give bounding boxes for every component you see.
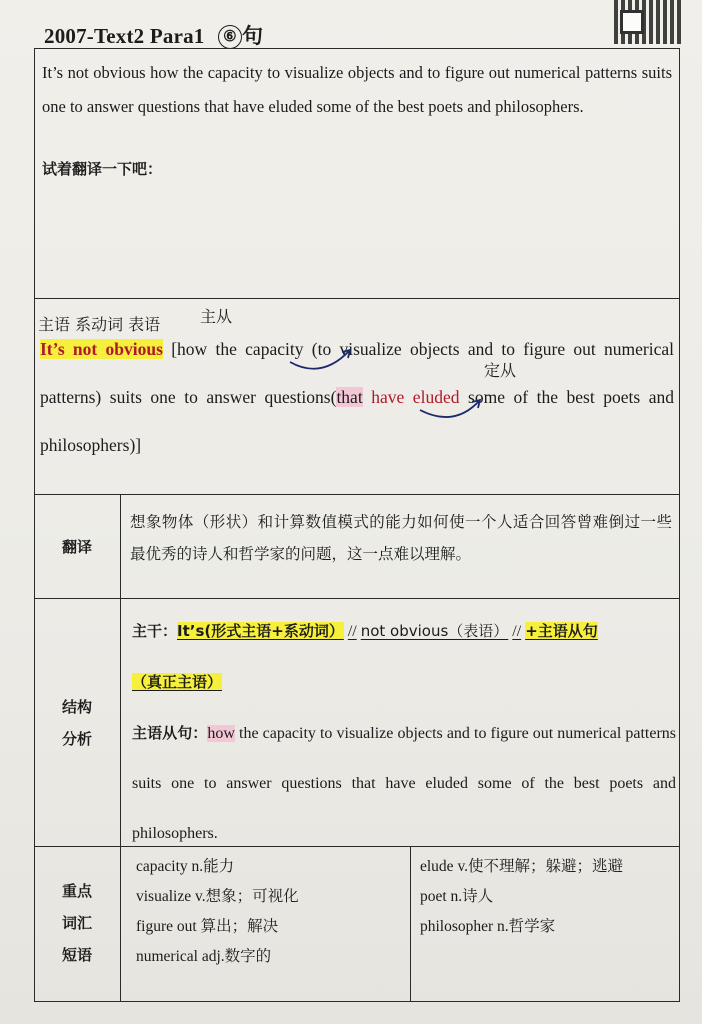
clause-verb: have eluded [371,387,460,407]
attr-clause-tag: 定从 [484,361,517,380]
vocab-label-3: 短语 [61,946,92,964]
vocab-item: visualize v.想象；可视化 [136,888,299,905]
main-label: 主干： [132,622,178,640]
vocab-item: numerical adj.数字的 [136,948,272,965]
divider [120,494,121,1002]
qr-code-icon [614,0,684,44]
vocab-item: elude v.使不理解；躲避；逃避 [420,858,624,875]
sub-label: 主语从句： [132,724,208,742]
paren-icon: ) [129,435,136,455]
divider [34,298,680,299]
relative-pronoun: that [336,387,363,407]
structure-content [132,606,676,859]
paren-icon: ) [95,387,102,407]
clause-part-6: some of the best poets and philosophers [40,387,675,455]
main-part-c: +主语从句 [525,622,598,640]
vocab-label-2: 词汇 [61,914,92,932]
main-part-d: （真正主语） [132,673,223,691]
annotated-sentence [40,325,674,469]
subject-highlight: It’s not obvious [40,339,163,359]
vocab-label-1: 重点 [61,882,92,900]
main-clause-tag: 主从 [200,307,233,326]
main-sep-1: // [347,623,357,640]
main-part-a: It’s(形式主语+系动词） [177,622,344,640]
structure-label-2: 分析 [61,730,92,748]
translation-label: 翻译 [61,538,92,556]
paren-icon: ( [311,339,318,359]
main-part-b: not obvious（表语） [360,622,509,640]
vocab-item: figure out 算出；解决 [136,918,279,935]
translate-prompt: 试着翻译一下吧： [42,160,163,178]
divider [34,598,680,599]
bracket-icon: [ [171,339,178,359]
paren-icon: ( [330,387,337,407]
title-text: 2007-Text2 Para1 [44,24,205,48]
divider [410,846,411,1002]
grammar-tags: 主语 系动词 表语 [38,315,161,334]
clause-part-1: how the capacity [177,339,304,359]
title-suffix: 句 [241,24,264,48]
main-sep-2: // [512,623,522,640]
translation-text: 想象物体（形状）和计算数值模式的能力如何使一个人适合回答曾难倒过一些最优秀的诗人和哲学家的问题，这一点难以理解。 [130,513,672,563]
clause-part-2: to visualize objects and to figure out numerical patterns [40,339,675,407]
clause-part-3: suits one to answer questions [109,387,331,407]
structure-label-1: 结构 [61,698,92,716]
bracket-icon: ] [135,435,142,455]
vocab-item: poet n.诗人 [420,888,494,905]
original-sentence: It’s not obvious how the capacity to visualize objects and to figure out numerical patterns suits one to answer questions that have eluded some of the best poets and philosophers. [42,63,672,116]
sub-rest: the capacity to visualize objects and to figure out numerical patterns suits one to answer questions that have eluded some of the best poets and philosophers. [132,725,676,842]
vocab-item: philosopher n.哲学家 [420,918,556,935]
divider [34,494,680,495]
vocab-list-left [136,852,299,972]
page-title [44,20,263,50]
sub-how: how [207,725,235,742]
sentence-number-badge: ⑥ [218,25,242,49]
vocab-list-right [420,852,623,942]
vocab-item: capacity n.能力 [136,858,235,875]
